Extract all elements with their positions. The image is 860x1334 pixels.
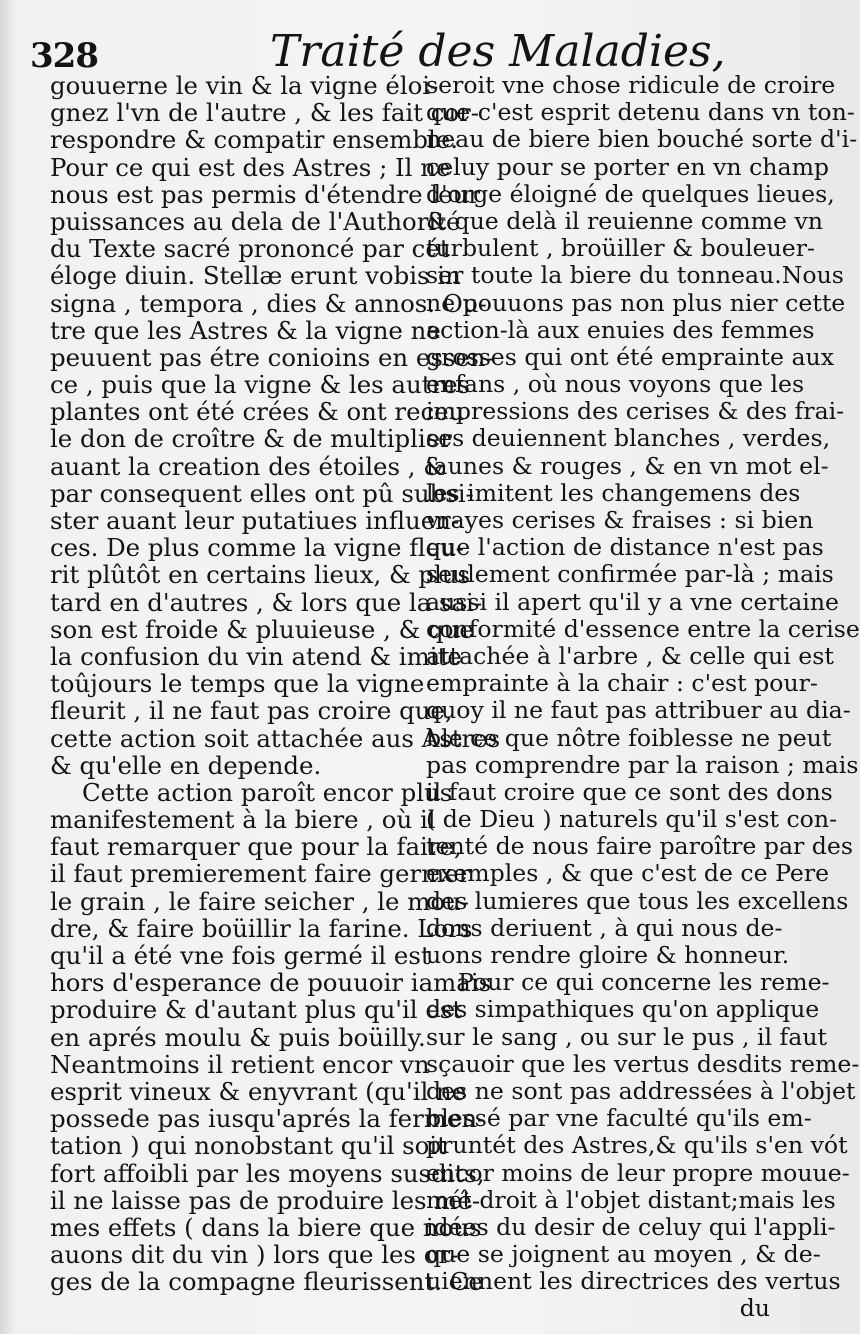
text-line: mét droit à l'objet distant;mais les (426, 1185, 836, 1214)
text-line: du Texte sacré prononcé par cét (50, 234, 450, 264)
text-line: qu'il a été vne fois germé il est (50, 941, 431, 970)
text-line: en aprés moulu & puis boüilly. (50, 1022, 426, 1052)
text-line: quoy il ne faut pas attribuer au dia- (426, 696, 851, 725)
text-line: auant la creation des étoiles , & (50, 451, 445, 481)
text-line: signa , tempora , dies & annos. Ou- (50, 288, 487, 318)
text-line: peuuent pas étre conioins en essen- (50, 342, 494, 372)
text-line: des ne sont pas addressées à l'objet (426, 1076, 856, 1105)
text-line: uiennent les directrices des vertus (426, 1267, 841, 1296)
text-line: il ne laisse pas de produire les mê- (50, 1185, 481, 1215)
text-line: mes effets ( dans la biere que nous (50, 1212, 482, 1242)
text-line: d'orge éloigné de quelques lieues, (426, 179, 835, 208)
text-line: exemples , & que c'est de ce Pere (426, 859, 830, 888)
text-line: celuy pour se porter en vn champ (426, 152, 830, 181)
text-line: vrayes cerises & fraises : si bien (426, 506, 814, 534)
text-line: & qu'elle en depende. (50, 750, 322, 780)
text-line: pruntét des Astres,& qu'ils s'en vót (426, 1131, 848, 1160)
text-line: que se joignent au moyen , & de- (426, 1240, 821, 1269)
text-line: seroit vne chose ridicule de croire (426, 71, 836, 99)
text-column-right (426, 71, 860, 1323)
text-line: ble ce que nôtre foiblesse ne peut (426, 723, 832, 752)
text-line: des lumieres que tous les excellens (426, 886, 849, 915)
text-line: son est froide & pluuieuse , & que (50, 614, 474, 644)
text-line: fort affoibli par les moyens susdits, (50, 1158, 485, 1188)
text-line: dre, & faire boüillir la farine. Lors (50, 913, 473, 943)
text-line: dons deriuent , à qui nous de- (426, 913, 783, 942)
text-line: par consequent elles ont pû subsi- (50, 478, 474, 508)
text-line: Cette action paroît encor plus (82, 777, 453, 807)
text-line: Pour ce qui est des Astres ; Il ne (50, 152, 451, 182)
text-line: grosses qui ont été emprainte aux (426, 342, 835, 371)
text-line: ne pouuons pas non plus nier cette (426, 288, 846, 317)
text-line: faut remarquer que pour la faire, (50, 832, 462, 862)
text-line: nous est pas permis d'étendre leur (50, 179, 480, 209)
text-line: impressions des cerises & des frai- (426, 397, 845, 426)
text-line: le grain , le faire seicher , le mou- (50, 886, 469, 916)
text-line: hors d'esperance de pouuoir iamais (50, 968, 492, 998)
text-line: il faut croire que ce sont des dons (426, 777, 833, 806)
text-line: seulement confirmée par-là ; mais (426, 560, 834, 589)
text-line: fleurit , il ne faut pas croire que, (50, 696, 453, 726)
text-line: tre que les Astres & la vigne ne (50, 315, 441, 345)
text-line: du (739, 1294, 770, 1323)
text-line: le don de croître & de multiplier (50, 424, 452, 454)
text-line: ses deuiennent blanches , verdes, (426, 424, 831, 453)
text-line: turbulent , broüiller & bouleuer- (426, 234, 816, 263)
text-line: ( de Dieu ) naturels qu'il s'est con- (426, 805, 838, 834)
text-line: aussi il apert qu'il y a vne certaine (426, 587, 839, 616)
text-line: auons dit du vin ) lors que les or- (50, 1240, 459, 1270)
text-line: enfans , où nous voyons que les (426, 370, 805, 399)
text-line: ser toute la biere du tonneau.Nous (426, 261, 844, 290)
text-line: attachée à l'arbre , & celle qui est (426, 641, 834, 670)
text-line: respondre & compatir ensemble. (50, 125, 459, 155)
text-line: & que delà il reuienne comme vn (426, 206, 823, 235)
text-line: manifestement à la biere , où il (50, 805, 436, 835)
text-line: esprit vineux & enyvrant (qu'il ne (50, 1076, 467, 1106)
text-line: que l'action de distance n'est pas (426, 533, 824, 562)
text-line: Pour ce qui concerne les reme- (458, 968, 830, 997)
text-line: la confusion du vin atend & imite (50, 641, 462, 671)
text-line: puissances au dela de l'Authorité (50, 206, 461, 236)
text-line: tation ) qui nonobstant qu'il soit (50, 1131, 447, 1161)
text-line: gouuerne le vin & la vigne éloi- (50, 71, 439, 100)
text-line: Neantmoins il retient encor vn (50, 1049, 430, 1079)
text-line: sçauoir que les vertus desdits reme- (426, 1049, 860, 1078)
text-line: les imitent les changemens des (426, 478, 801, 507)
text-line: pas comprendre par la raison ; mais (426, 750, 859, 779)
text-line: ges de la compagne fleurissent. Ce (50, 1267, 483, 1297)
text-line: uons rendre gloire & honneur. (426, 941, 790, 969)
text-line: des simpathiques qu'on applique (426, 995, 820, 1024)
text-line: ces. De plus comme la vigne fleu- (50, 533, 464, 563)
text-line: que c'est esprit detenu dans vn ton- (426, 98, 855, 127)
text-column-left (50, 71, 501, 1297)
text-line: il faut premierement faire germer (50, 859, 471, 889)
text-line: rit plûtôt en certains lieux, & plus (50, 560, 471, 590)
text-line: neau de biere bien bouché sorte d'i- (426, 125, 858, 154)
text-line: plantes ont été crées & ont receu (50, 397, 465, 427)
text-line: cette action soit attachée aus Astres (50, 723, 501, 753)
text-line: tard en d'autres , & lors que la sai- (50, 587, 483, 617)
text-line: sur le sang , ou sur le pus , il faut (426, 1022, 828, 1051)
text-line: tenté de nous faire paroître par des (426, 832, 853, 861)
text-line: conformité d'essence entre la cerise (426, 614, 860, 643)
page-number: 328 (30, 36, 98, 76)
text-line: éloge diuin. Stellæ erunt vobis in (50, 261, 461, 291)
text-line: idées du desir de celuy qui l'appli- (426, 1212, 836, 1241)
text-line: ster auant leur putatiues influen- (50, 506, 460, 535)
text-line: gnez l'vn de l'autre , & les fait cor- (50, 98, 479, 128)
text-line: encor moins de leur propre mouue- (426, 1158, 850, 1187)
text-line: iaunes & rouges , & en vn mot el- (426, 451, 829, 480)
text-line: possede pas iusqu'aprés la fermen- (50, 1104, 486, 1134)
text-line: toûjours le temps que la vigne (50, 669, 425, 699)
running-title: Traité des Maladies, (270, 26, 726, 77)
text-line: blessé par vne faculté qu'ils em- (426, 1104, 812, 1133)
text-line: ce , puis que la vigne & les autres (50, 370, 471, 400)
text-line: action-là aux enuies des femmes (426, 315, 815, 344)
text-line: emprainte à la chair : c'est pour- (426, 669, 818, 698)
text-line: produire & d'autant plus qu'il est (50, 995, 463, 1025)
